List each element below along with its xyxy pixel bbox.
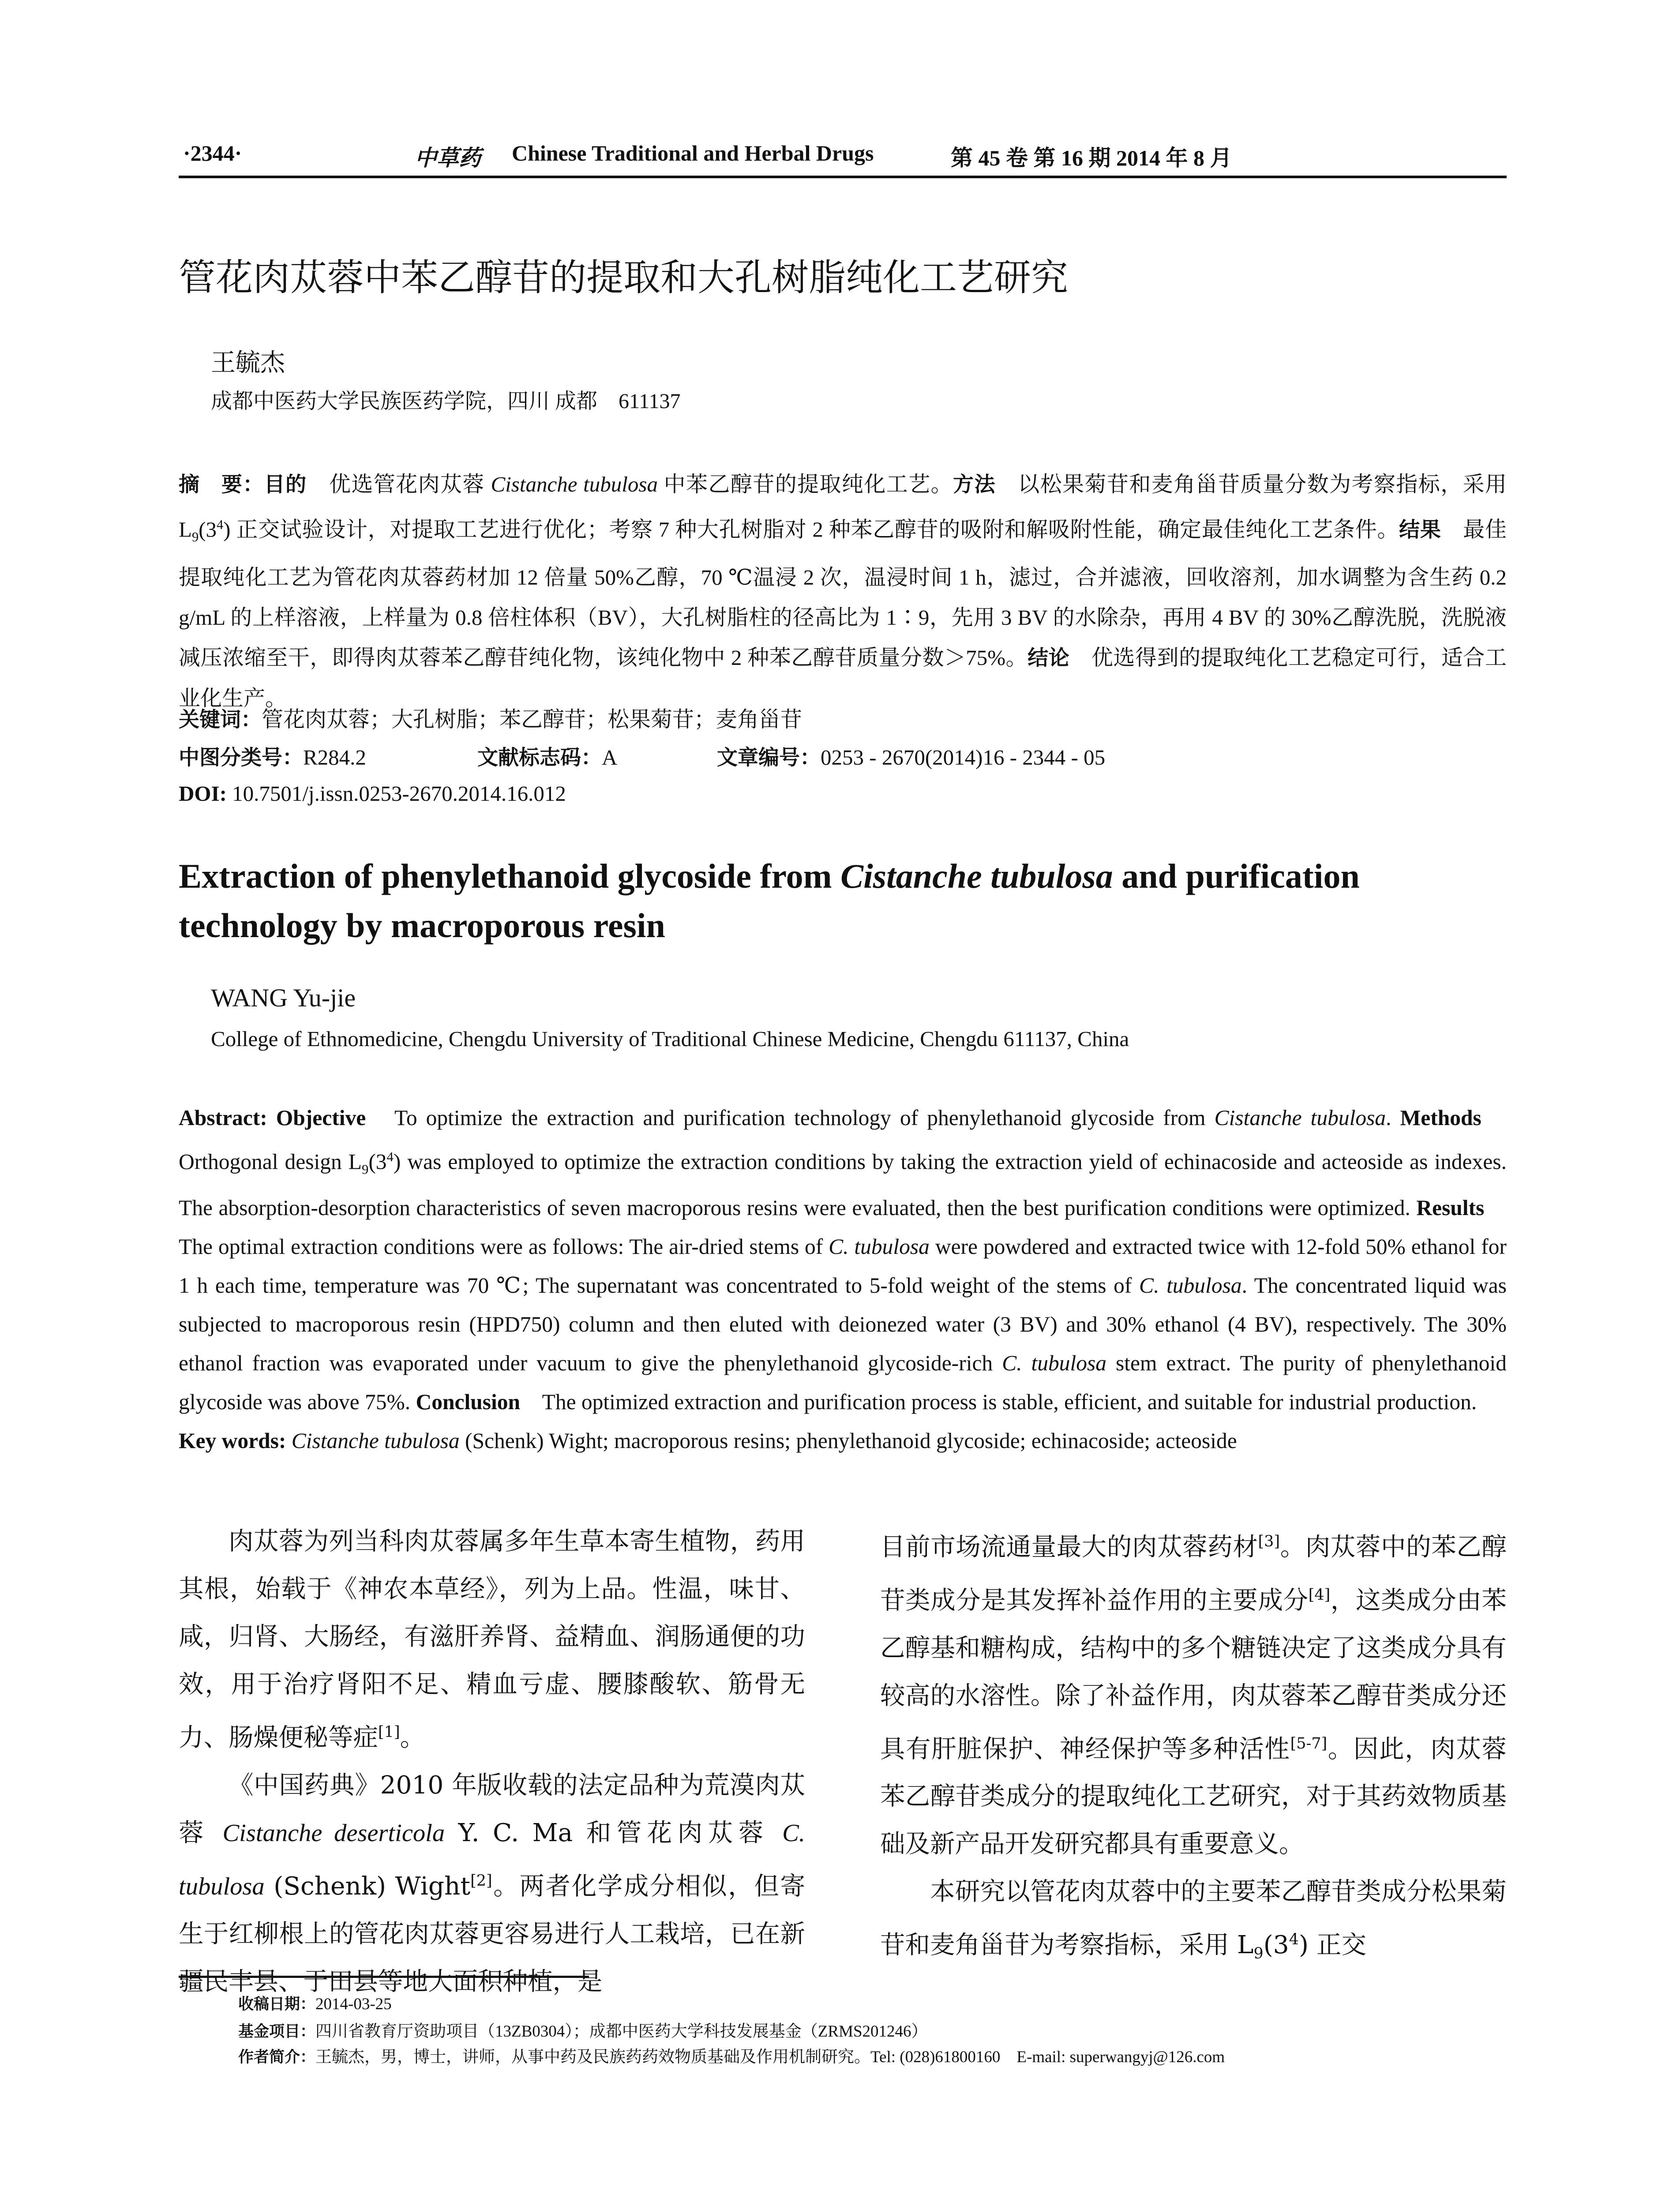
keywords-cn-text: 管花肉苁蓉；大孔树脂；苯乙醇苷；松果菊苷；麦角甾苷 bbox=[262, 707, 802, 732]
methods-text-cn: 以松果菊苷和麦角甾苷质量分数为考察指标，采用 L bbox=[179, 472, 1507, 542]
keywords-cn bbox=[179, 702, 802, 733]
conclusion-label-en: Conclusion bbox=[416, 1390, 521, 1414]
doi-label: DOI: bbox=[179, 781, 227, 806]
objective-text-cn-end: 中苯乙醇苷的提取纯化工艺。 bbox=[657, 472, 953, 496]
title-en-part2: and purification technology by macroporous resin bbox=[179, 857, 1360, 945]
fund-text: 四川省教育厅资助项目（13ZB0304）；成都中医药大学科技发展基金（ZRMS201246） bbox=[315, 2022, 928, 2041]
clc-value: R284.2 bbox=[303, 745, 366, 769]
body-text: 。因此，肉苁蓉苯乙醇苷类成分的提取纯化工艺研究，对于其药效物质基础及新产品开发研究都具有重要意义。 bbox=[880, 1734, 1507, 1859]
title-en-species: Cistanche tubulosa bbox=[840, 857, 1113, 895]
body-left-column bbox=[179, 1518, 805, 2006]
document-code bbox=[477, 741, 617, 771]
species-name: C. tubulosa bbox=[179, 1819, 805, 1900]
abstract-en-label: Abstract: Objective bbox=[179, 1106, 366, 1130]
results-label-en: Results bbox=[1416, 1196, 1485, 1220]
body-text: 。肉苁蓉中的苯乙醇苷类成分是其发挥补益作用的主要成分 bbox=[880, 1532, 1507, 1615]
abstract-cn-label: 摘 要： bbox=[179, 473, 264, 497]
title-en-part1: Extraction of phenylethanoid glycoside from bbox=[179, 857, 841, 895]
citation[interactable]: [5-7] bbox=[1290, 1734, 1328, 1752]
methods-text-en-end: ) was employed to optimize the extraction conditions by taking the extraction yield of echinacoside and acteoside as indexes. The absorption-desorption characteristics of seven macroporous resins were evaluated, then the best purification conditions were optimized. bbox=[179, 1149, 1507, 1220]
footnote-rule bbox=[179, 1976, 589, 1978]
body-right-column bbox=[880, 1518, 1507, 1978]
objective-text-cn: 优选管花肉苁蓉 bbox=[307, 472, 491, 496]
conclusion-text-en: The optimized extraction and purification process is stable, efficient, and suitable for industrial production. bbox=[520, 1390, 1477, 1414]
methods-text-en: Orthogonal design L bbox=[179, 1106, 1507, 1174]
design-base-en: (3 bbox=[368, 1149, 387, 1174]
results-text-en-4: stem extract. The purity of phenylethanoid glycoside was above 75%. bbox=[179, 1351, 1507, 1414]
doc-code-value: A bbox=[602, 745, 618, 769]
header-rule bbox=[179, 176, 1507, 178]
footnote-fund bbox=[238, 2018, 928, 2041]
journal-name-cn: 中草药 bbox=[415, 145, 481, 171]
clc-number bbox=[179, 741, 366, 771]
keywords-en-label: Key words: bbox=[179, 1429, 286, 1453]
design-base-body: (3 bbox=[1263, 1931, 1289, 1960]
design-subscript: 9 bbox=[191, 529, 199, 545]
article-number-label: 文章编号： bbox=[717, 746, 821, 770]
body-text: 《中国药典》2010 年版收载的法定品种为荒漠肉苁蓉 bbox=[179, 1771, 805, 1847]
results-label-cn: 结果 bbox=[1399, 518, 1441, 542]
objective-species-en: Cistanche tubulosa bbox=[1214, 1106, 1386, 1130]
author-cn: 王毓杰 bbox=[211, 349, 285, 377]
body-text: ) 正交 bbox=[1299, 1931, 1367, 1960]
keywords-en-species: Cistanche tubulosa bbox=[291, 1429, 460, 1453]
citation[interactable]: [2] bbox=[470, 1871, 492, 1890]
body-text: 。两者化学成分相似，但寄生于红柳根上的管花肉苁蓉更容易进行人工栽培，已在新疆民丰县、于田县等地大面积种植，是 bbox=[179, 1872, 805, 1996]
body-text: ，这类成分由苯乙醇基和糖构成，结构中的多个糖链决定了这类成分具有较高的水溶性。除了补益作用，肉苁蓉苯乙醇苷类成分还具有肝脏保护、神经保护等多种活性 bbox=[880, 1586, 1507, 1763]
results-text-cn: 最佳提取纯化工艺为管花肉苁蓉药材加 12 倍量 50%乙醇，70 ℃温浸 2 次，温浸时间 1 h，滤过，合并滤液，回收溶剂，加水调整为含生药 0.2 g/mL 的上样溶液，上样量为 0.8 倍柱体积（BV），大孔树脂柱的径高比为 1∶9，先用 3 BV 的水除杂，再用 4 BV 的 30%乙醇洗脱，洗脱液减压浓缩至干，即得肉苁蓉苯乙醇苷纯化物，该纯化物中 2 种苯乙醇苷质量分数＞75%。 bbox=[179, 517, 1507, 670]
objective-label-cn: 目的 bbox=[264, 473, 307, 497]
body-text: 肉苁蓉为列当科肉苁蓉属多年生草本寄生植物，药用其根，始载于《神农本草经》，列为上品。性温，味甘、咸，归肾、大肠经，有滋肝养肾、益精血、润肠通便的功效，用于治疗肾阳不足、精血亏虚、腰膝酸软、筋骨无力、肠燥便秘等症 bbox=[179, 1527, 805, 1752]
footnote-author-bio bbox=[238, 2043, 1225, 2067]
methods-label-cn: 方法 bbox=[953, 473, 996, 497]
body-text: 目前市场流通量最大的肉苁蓉药材 bbox=[880, 1532, 1258, 1561]
body-text: (Schenk) Wight bbox=[264, 1872, 471, 1901]
article-number-value: 0253 - 2670(2014)16 - 2344 - 05 bbox=[821, 745, 1106, 769]
results-text-en-2: were powdered and extracted twice with 12-fold 50% ethanol for 1 h each time, temperature was 70 ℃; The supernatant was concentrated to 5-fold weight of the stems of bbox=[179, 1234, 1507, 1298]
methods-text-cn-end: ) 正交试验设计，对提取工艺进行优化；考察 7 种大孔树脂对 2 种苯乙醇苷的吸附和解吸附性能，确定最佳纯化工艺条件。 bbox=[223, 517, 1399, 542]
body-paragraph bbox=[880, 1518, 1507, 1868]
species-abbr-2: C. tubulosa bbox=[1139, 1273, 1242, 1298]
design-subscript-body: 9 bbox=[1253, 1944, 1264, 1963]
title-cn: 管花肉苁蓉中苯乙醇苷的提取和大孔树脂纯化工艺研究 bbox=[179, 256, 1069, 299]
article-number bbox=[717, 741, 1105, 771]
keywords-cn-label: 关键词： bbox=[179, 708, 262, 732]
methods-label-en: Methods bbox=[1400, 1106, 1481, 1130]
results-text-en-3: . The concentrated liquid was subjected to macroporous resin (HPD750) column and then eluted with deionezed water (3 BV) and 30% ethanol (4 BV), respectively. The 30% ethanol fraction was evaporated under vacuum to give the phenylethanoid glycoside-rich bbox=[179, 1273, 1507, 1376]
body-paragraph: 肉苁蓉为列当科肉苁蓉属多年生草本寄生植物，药用其根，始载于《神农本草经》，列为上品。性温，味甘、咸，归肾、大肠经，有滋肝养肾、益精血、润肠通便的功效，用于治疗肾阳不足、精血亏虚、腰膝酸软、筋骨无力、肠燥便秘等症[1]。 bbox=[179, 1527, 805, 1752]
body-text: Y. C. Ma 和管花肉苁蓉 bbox=[445, 1818, 783, 1847]
body-paragraph bbox=[179, 1762, 805, 2006]
abstract-cn bbox=[179, 464, 1507, 718]
doi-link[interactable]: 10.7501/j.issn.0253-2670.2014.16.012 bbox=[232, 781, 566, 806]
objective-text-en: To optimize the extraction and purification technology of phenylethanoid glycoside from bbox=[366, 1106, 1215, 1130]
doc-code-label: 文献标志码： bbox=[477, 746, 602, 770]
affiliation-cn: 成都中医药大学民族医药学院，四川 成都 611137 bbox=[211, 390, 681, 413]
design-superscript-body: 4 bbox=[1289, 1930, 1299, 1949]
species-abbr-1: C. tubulosa bbox=[829, 1234, 930, 1259]
keywords-en-text: (Schenk) Wight; macroporous resins; phenylethanoid glycoside; echinacoside; acteoside bbox=[459, 1429, 1237, 1453]
body-text: 本研究以管花肉苁蓉中的主要苯乙醇苷类成分松果菊苷和麦角甾苷为考察指标，采用 L bbox=[880, 1877, 1507, 1960]
body-paragraph bbox=[880, 1868, 1507, 1977]
clc-label: 中图分类号： bbox=[179, 746, 303, 770]
results-text-en-1: The optimal extraction conditions were as follows: The air-dried stems of bbox=[179, 1196, 1507, 1259]
citation[interactable]: [3] bbox=[1258, 1532, 1280, 1550]
journal-issue: 第 45 卷 第 16 期 2014 年 8 月 bbox=[951, 146, 1232, 170]
citation[interactable]: [1] bbox=[378, 1723, 400, 1741]
footnote-received bbox=[238, 1992, 392, 2014]
journal-name-en: Chinese Traditional and Herbal Drugs bbox=[512, 141, 874, 165]
conclusion-label-cn: 结论 bbox=[1028, 646, 1070, 671]
received-date: 2014-03-25 bbox=[315, 1995, 392, 2013]
abstract-en: Abstract: Objective To optimize the extraction and purification technology of phenylethanoid glycoside from Cistanche tubulosa. Methods Orthogonal design $L_9(3^4)$ was employed to optimize the extraction conditions by taking the extraction yield of echinacoside and acteoside as indexes. The absorption-desorption characteristics of seven macroporous resins were evaluated, then the best purification conditions were optimized. Results The optimal extraction conditions were as follows: The air-dried stems of C. tubulosa were powdered and extracted twice with 12-fold 50% ethanol for 1 h each time, temperature was 70 ℃; The supernatant was concentrated to 5-fold weight of the stems of C. tubulosa. The concentrated liquid was subjected to macroporous resin (HPD750) column and then eluted with deionezed water (3 BV) and 30% ethanol (4 BV), respectively. The 30% ethanol fraction was evaporated under vacuum to give the phenylethanoid glycoside-rich C. tubulosa stem extract. The purity of phenylethanoid glycoside was above 75%. Conclusion The optimized extraction and purification process is stable, efficient, and suitable for industrial production. Key words: Cistanche tubulosa (Schenk) Wight; macroporous resins; phenylethanoid glycoside; echinacoside; acteoside bbox=[179, 1106, 1507, 1453]
species-name: Cistanche deserticola bbox=[222, 1819, 445, 1847]
bio-label: 作者简介： bbox=[238, 2048, 316, 2066]
bio-text: 王毓杰，男，博士，讲师，从事中药及民族药药效物质基础及作用机制研究。Tel: (028)61800160 E-mail: superwangyj@126.com bbox=[315, 2048, 1225, 2066]
species-name: Cistanche tubulosa bbox=[491, 472, 658, 496]
species-abbr-3: C. tubulosa bbox=[1002, 1351, 1107, 1376]
design-subscript-en: 9 bbox=[361, 1162, 369, 1177]
design-superscript-en: 4 bbox=[386, 1149, 394, 1164]
design-superscript: 4 bbox=[216, 517, 224, 532]
title-en bbox=[179, 852, 1520, 950]
conclusion-text-cn: 优选得到的提取纯化工艺稳定可行，适合工业化生产。 bbox=[179, 645, 1507, 711]
page-number: ·2344· bbox=[183, 141, 242, 165]
citation[interactable]: [4] bbox=[1308, 1585, 1331, 1604]
author-en: WANG Yu-jie bbox=[211, 983, 356, 1012]
received-label: 收稿日期： bbox=[238, 1996, 316, 2013]
design-base: (3 bbox=[199, 517, 217, 542]
affiliation-en: College of Ethnomedicine, Chengdu University of Traditional Chinese Medicine, Chengdu 611137, China bbox=[211, 1027, 1129, 1051]
fund-label: 基金项目： bbox=[238, 2023, 316, 2041]
doi bbox=[179, 781, 566, 806]
